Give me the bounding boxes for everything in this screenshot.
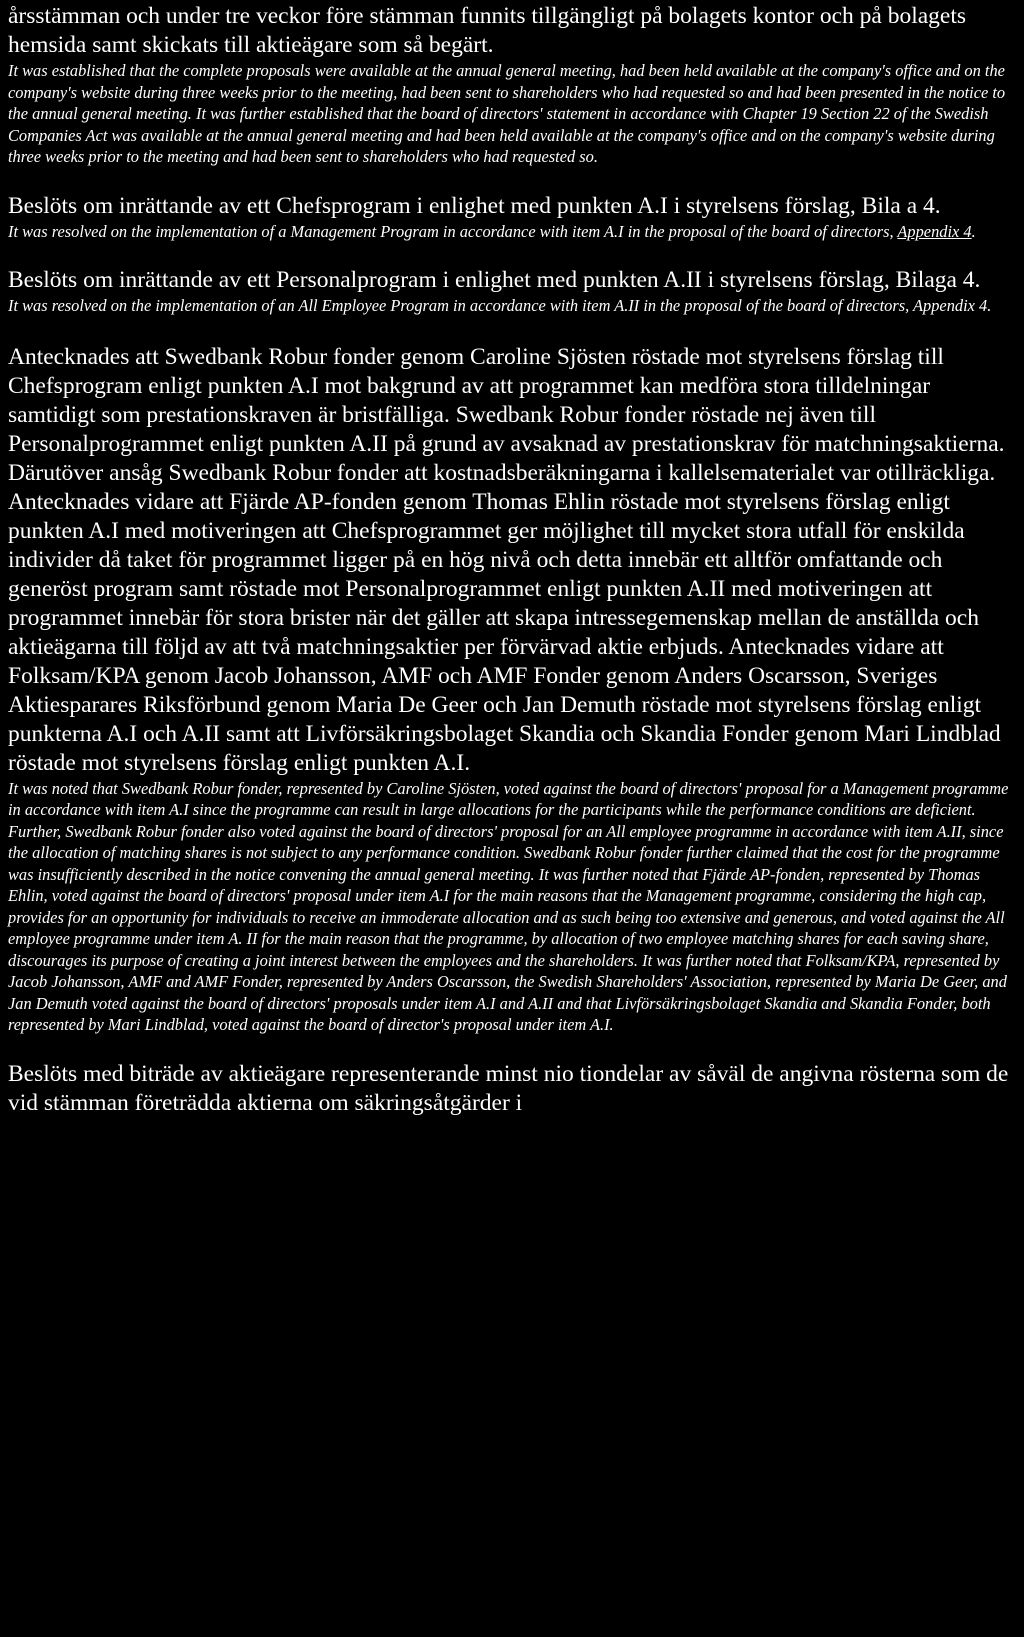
swedish-paragraph: Beslöts om inrättande av ett Personalprogram i enlighet med punkten A.II i styrelsens förslag, Bilaga 4. (8, 267, 981, 293)
english-translation: It was established that the complete proposals were available at the annual general meeting, had been held available at the company's office and on the company's website during three weeks prior to the meeting, had been sent to shareholders who had requested so and had been presented in the notice to the annual general meeting. It was further established that the board of directors' statement in accordance with Chapter 19 Section 22 of the Swedish Companies Act was available at the annual general meeting and had been held available at the company's office and on the company's website during three weeks prior to the meeting and had been sent to shareholders who had requested so. (8, 61, 1006, 166)
swedish-paragraph: Beslöts med biträde av aktieägare representerande minst nio tiondelar av såväl de angivna rösterna som de vid stämman företrädda aktierna om säkringsåtgärder i (8, 1060, 1009, 1116)
appendix-link: Appendix 4 (897, 221, 972, 241)
swedish-paragraph: årsstämman och under tre veckor före stämman funnits tillgängligt på bolagets kontor och på bolagets hemsida samt skickats till aktieägare som så begärt. (8, 3, 967, 58)
english-translation: It was resolved on the implementation of an All Employee Program in accordance with item A.II in the proposal of the board of directors, Appendix 4. (8, 296, 992, 315)
english-text-end: . (971, 221, 976, 241)
english-translation (8, 221, 1010, 243)
resolution-management-program (8, 192, 1010, 243)
noted-votes-section (8, 343, 1010, 1036)
english-text: It was resolved on the implementation of a Management Program in accordance with item A.I in the proposal of the board of directors, (8, 221, 898, 241)
swedish-paragraph: Beslöts om inrättande av ett Chefsprogram i enlighet med punkten A.I i styrelsens förslag, Bila a 4. (8, 192, 941, 219)
section-intro (8, 2, 1010, 168)
swedish-paragraph: Antecknades att Swedbank Robur fonder genom Caroline Sjösten röstade mot styrelsens förslag till Chefsprogram enligt punkten A.I mot bakgrund av att programmet kan medföra stora tilldelningar samtidigt som prestationskraven är bristfälliga. Swedbank Robur fonder röstade nej även till Personalprogrammet enligt punkten A.II på grund av avsaknad av prestationskrav för matchningsaktierna. Därutöver ansåg Swedbank Robur fonder att kostnadsberäkningarna i kallelsematerialet var otillräckliga. Antecknades vidare att Fjärde AP-fonden genom Thomas Ehlin röstade mot styrelsens förslag enligt punkten A.I med motiveringen att Chefsprogrammet ger möjlighet till mycket stora utfall för enskilda individer då taket för programmet ligger på en hög nivå och detta innebär ett alltför omfattande och generöst program samt röstade mot Personalprogrammet enligt punkten A.II med motiveringen att programmet innebär för stora brister när det gäller att skapa intressegemenskap mellan de anställda och aktieägarna till följd av att två matchningsaktier per förvärvad aktie erbjuds. Antecknades vidare att Folksam/KPA genom Jacob Johansson, AMF och AMF Fonder genom Anders Oscarsson, Sveriges Aktiesparares Riksförbund genom Maria De Geer och Jan Demuth röstade mot styrelsens förslag enligt punkterna A.I och A.II samt att Livförsäkringsbolaget Skandia och Skandia Fonder genom Mari Lindblad röstade mot styrelsens förslag enligt punkten A.I. (8, 343, 1005, 776)
english-translation: It was noted that Swedbank Robur fonder, represented by Caroline Sjösten, voted against the board of directors' proposal for a Management programme in accordance with item A.I since the programme can result in large allocations for the participants while the performance conditions are deficient. Further, Swedbank Robur fonder also voted against the board of directors' proposal for an All employee programme in accordance with item A.II, since the allocation of matching shares is not subject to any performance condition. Swedbank Robur fonder further claimed that the cost for the programme was insufficiently described in the notice convening the annual general meeting. It was further noted that Fjärde AP-fonden, represented by Thomas Ehlin, voted against the board of directors' proposal under item A.I for the main reasons that the Management programme, considering the high cap, provides for an opportunity for individuals to receive an immoderate allocation and as such being too extensive and generous, and voted against the All employee programme under item A. II for the main reason that the programme, by allocation of two employee matching shares for each saving share, discourages its purpose of creating a joint interest between the employees and the shareholders. It was further noted that Folksam/KPA, represented by Jacob Johansson, AMF and AMF Fonder, represented by Anders Oscarsson, the Swedish Shareholders' Association, represented by Maria De Geer, and Jan Demuth voted against the board of directors' proposals under item A.I and A.II and that Livförsäkringsbolaget Skandia and Skandia Fonder, both represented by Mari Lindblad, voted against the board of director's proposal under item A.I. (8, 778, 1009, 1034)
resolution-all-employee-program (8, 266, 1010, 317)
resolution-hedging (8, 1060, 1010, 1118)
